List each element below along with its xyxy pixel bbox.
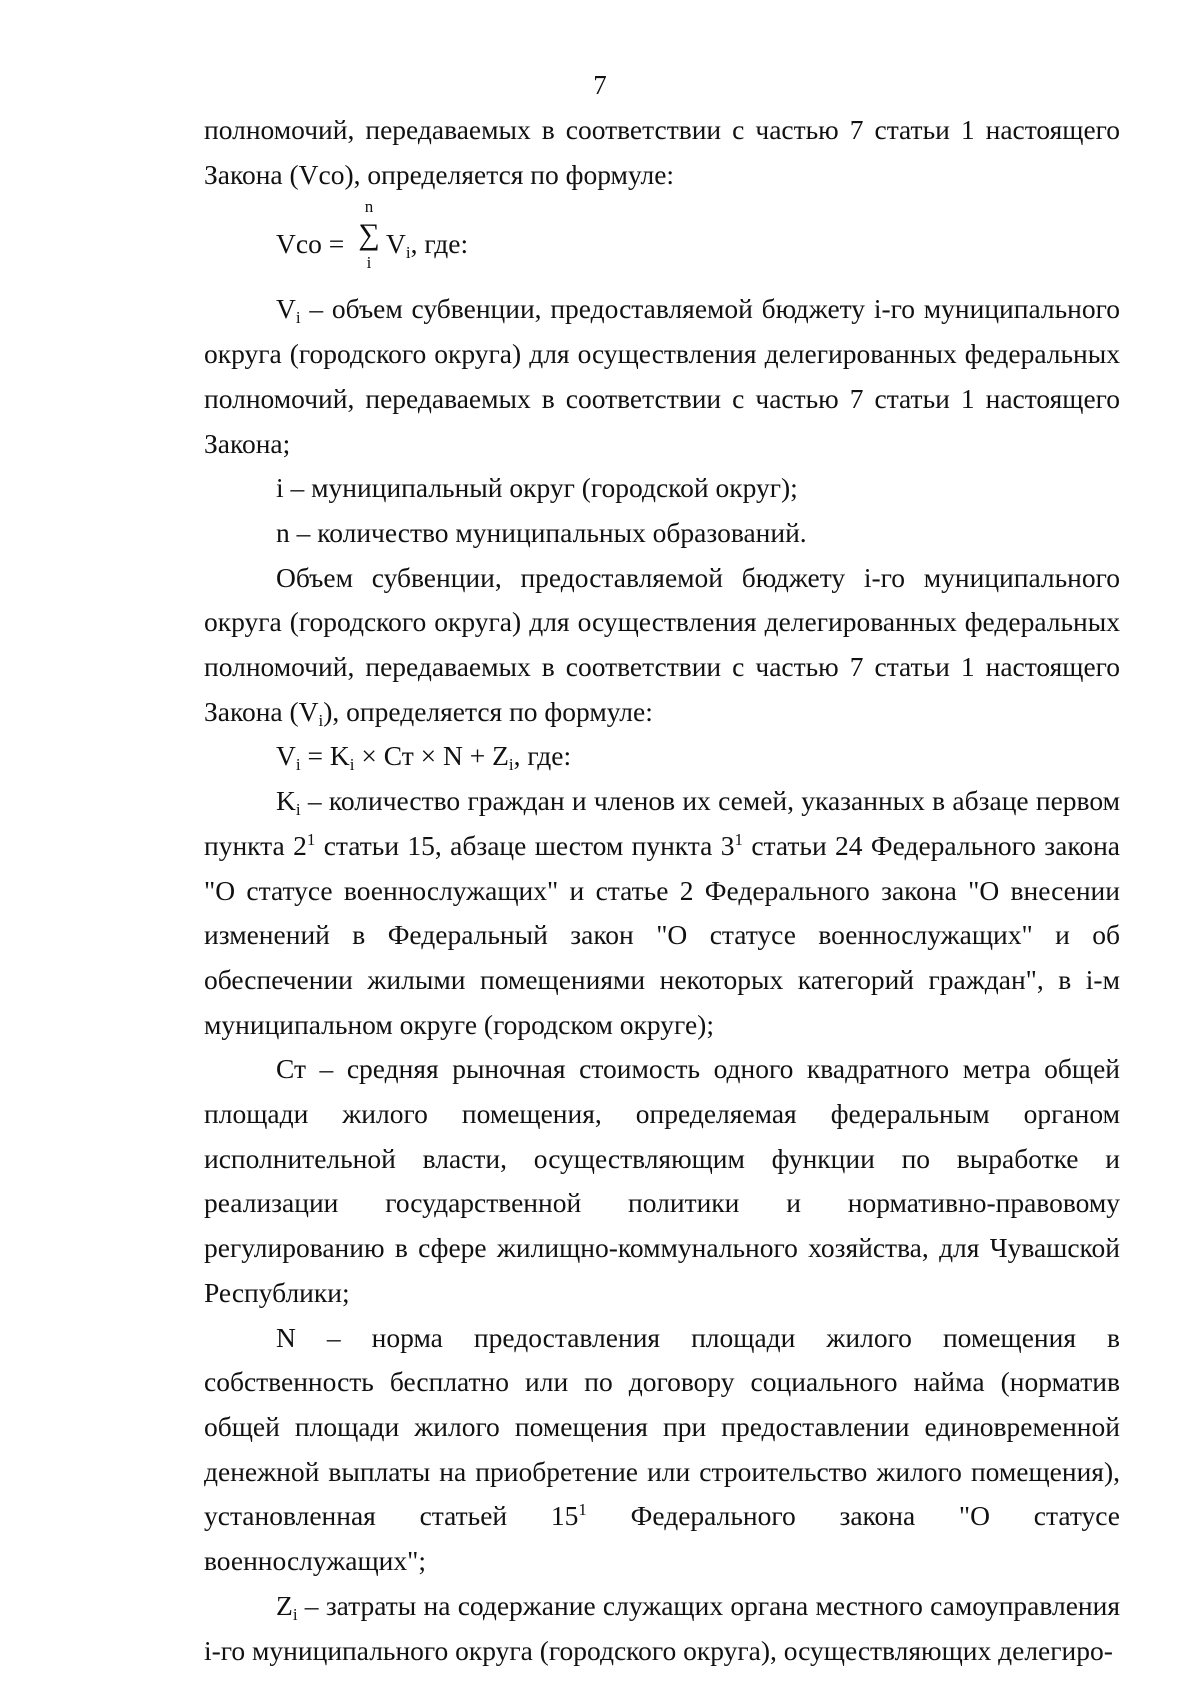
ki-subscript: i xyxy=(295,800,301,820)
zi-subscript: i xyxy=(292,1604,298,1624)
formula-vco-v-sub: i xyxy=(405,243,411,263)
formula-vco-rhs xyxy=(386,222,468,267)
formula-vi-tail: , где: xyxy=(513,740,572,772)
vi-text: – объем субвенции, предоставляемой бюджету i-го муниципального округа (городского округа) для осуществления делегированных федеральных полномочий, передаваемых в соответствии с частью 7 статьи 1 настоящего Закона; xyxy=(204,293,1120,459)
definition-i: i – муниципальный округ (городской округ); xyxy=(276,472,798,504)
formula-vco-lhs: Vco = xyxy=(276,228,345,260)
formula-vco-tail: , где: xyxy=(410,228,469,260)
zi-symbol: Z xyxy=(276,1589,293,1621)
ki-text-1: – количество граждан и членов их семей, указанных в абзаце первом пункта 2 xyxy=(204,785,1120,861)
definition-st: Ст – средняя рыночная стоимость одного квадратного метра общей площади жилого помещения, определяемая федеральным органом исполнительной власти, осуществляющим функции по выработке и реализации государственной политики и нормативно-правовому регулированию в сфере жилищно-коммунального хозяйства, для Чувашской Республики; xyxy=(204,1053,1120,1308)
zi-text: – затраты на содержание служащих органа местного самоуправления i-го муниципального округа (городского округа), осуществляющих делегиро- xyxy=(204,1589,1120,1666)
formula-vi-z-sub: i xyxy=(508,755,514,775)
formula-vco-v: V xyxy=(386,228,406,260)
definition-zi xyxy=(204,1584,1120,1673)
ki-symbol: K xyxy=(276,785,296,817)
document-body xyxy=(204,108,1120,1673)
formula-vi-v-sub: i xyxy=(295,755,301,775)
sigma-symbol: ∑ xyxy=(358,218,380,252)
page-number: 7 xyxy=(593,70,607,100)
n-norm-text-2: Федерального закона "О статусе военнослужащих"; xyxy=(204,1500,1120,1577)
formula-vi-mid: × Ст × N + Z xyxy=(354,740,509,772)
ki-text-2: статьи 15, абзаце шестом пункта 3 xyxy=(315,829,735,861)
paragraph-volume xyxy=(204,556,1120,735)
vi-subscript: i xyxy=(295,308,301,328)
formula-vi-eq: = K xyxy=(300,740,350,772)
definition-vi xyxy=(204,287,1120,466)
vi-symbol: V xyxy=(276,293,296,325)
n-norm-text-1: N – норма предоставления площади жилого помещения в собственность бесплатно или по договору социального найма (норматив общей площади жилого помещения при предоставлении единовременной денежной выплаты на приобретение или строительство жилого помещения), установленная статьей 15 xyxy=(204,1321,1120,1532)
formula-vi xyxy=(204,734,1120,779)
definition-n: n – количество муниципальных образований. xyxy=(276,516,807,548)
volume-tail: ), определяется по формуле: xyxy=(323,695,653,727)
volume-subscript: i xyxy=(318,710,324,730)
ki-superscript-1: 1 xyxy=(306,829,316,849)
volume-text: Объем субвенции, предоставляемой бюджету i-го муниципального округа (городского округа) для осуществления делегированных федеральных полномочий, передаваемых в соответствии с частью 7 статьи 1 настоящего Закона (V xyxy=(204,561,1120,727)
n-norm-superscript: 1 xyxy=(578,1500,587,1520)
sum-upper-limit: n xyxy=(364,197,374,217)
ki-superscript-2: 1 xyxy=(734,829,743,849)
sum-sign xyxy=(354,197,384,273)
formula-vi-v: V xyxy=(276,740,296,772)
definition-ki xyxy=(204,779,1120,1047)
paragraph-intro: полномочий, передаваемых в соответствии с частью 7 статьи 1 настоящего Закона (Vco), определяется по формуле: xyxy=(204,114,1120,190)
ki-text-3: статьи 24 Федерального закона "О статусе военнослужащих" и статье 2 Федерального закона "О внесении изменений в Федеральный закон "О статусе военнослужащих" и об обеспечении жилыми помещениями некоторых категорий граждан", в i-м муниципальном округе (городском округе); xyxy=(204,829,1120,1040)
formula-vi-k-sub: i xyxy=(349,755,355,775)
formula-vco xyxy=(204,197,1120,287)
sum-lower-limit: i xyxy=(366,253,372,273)
definition-n-norm xyxy=(204,1316,1120,1584)
